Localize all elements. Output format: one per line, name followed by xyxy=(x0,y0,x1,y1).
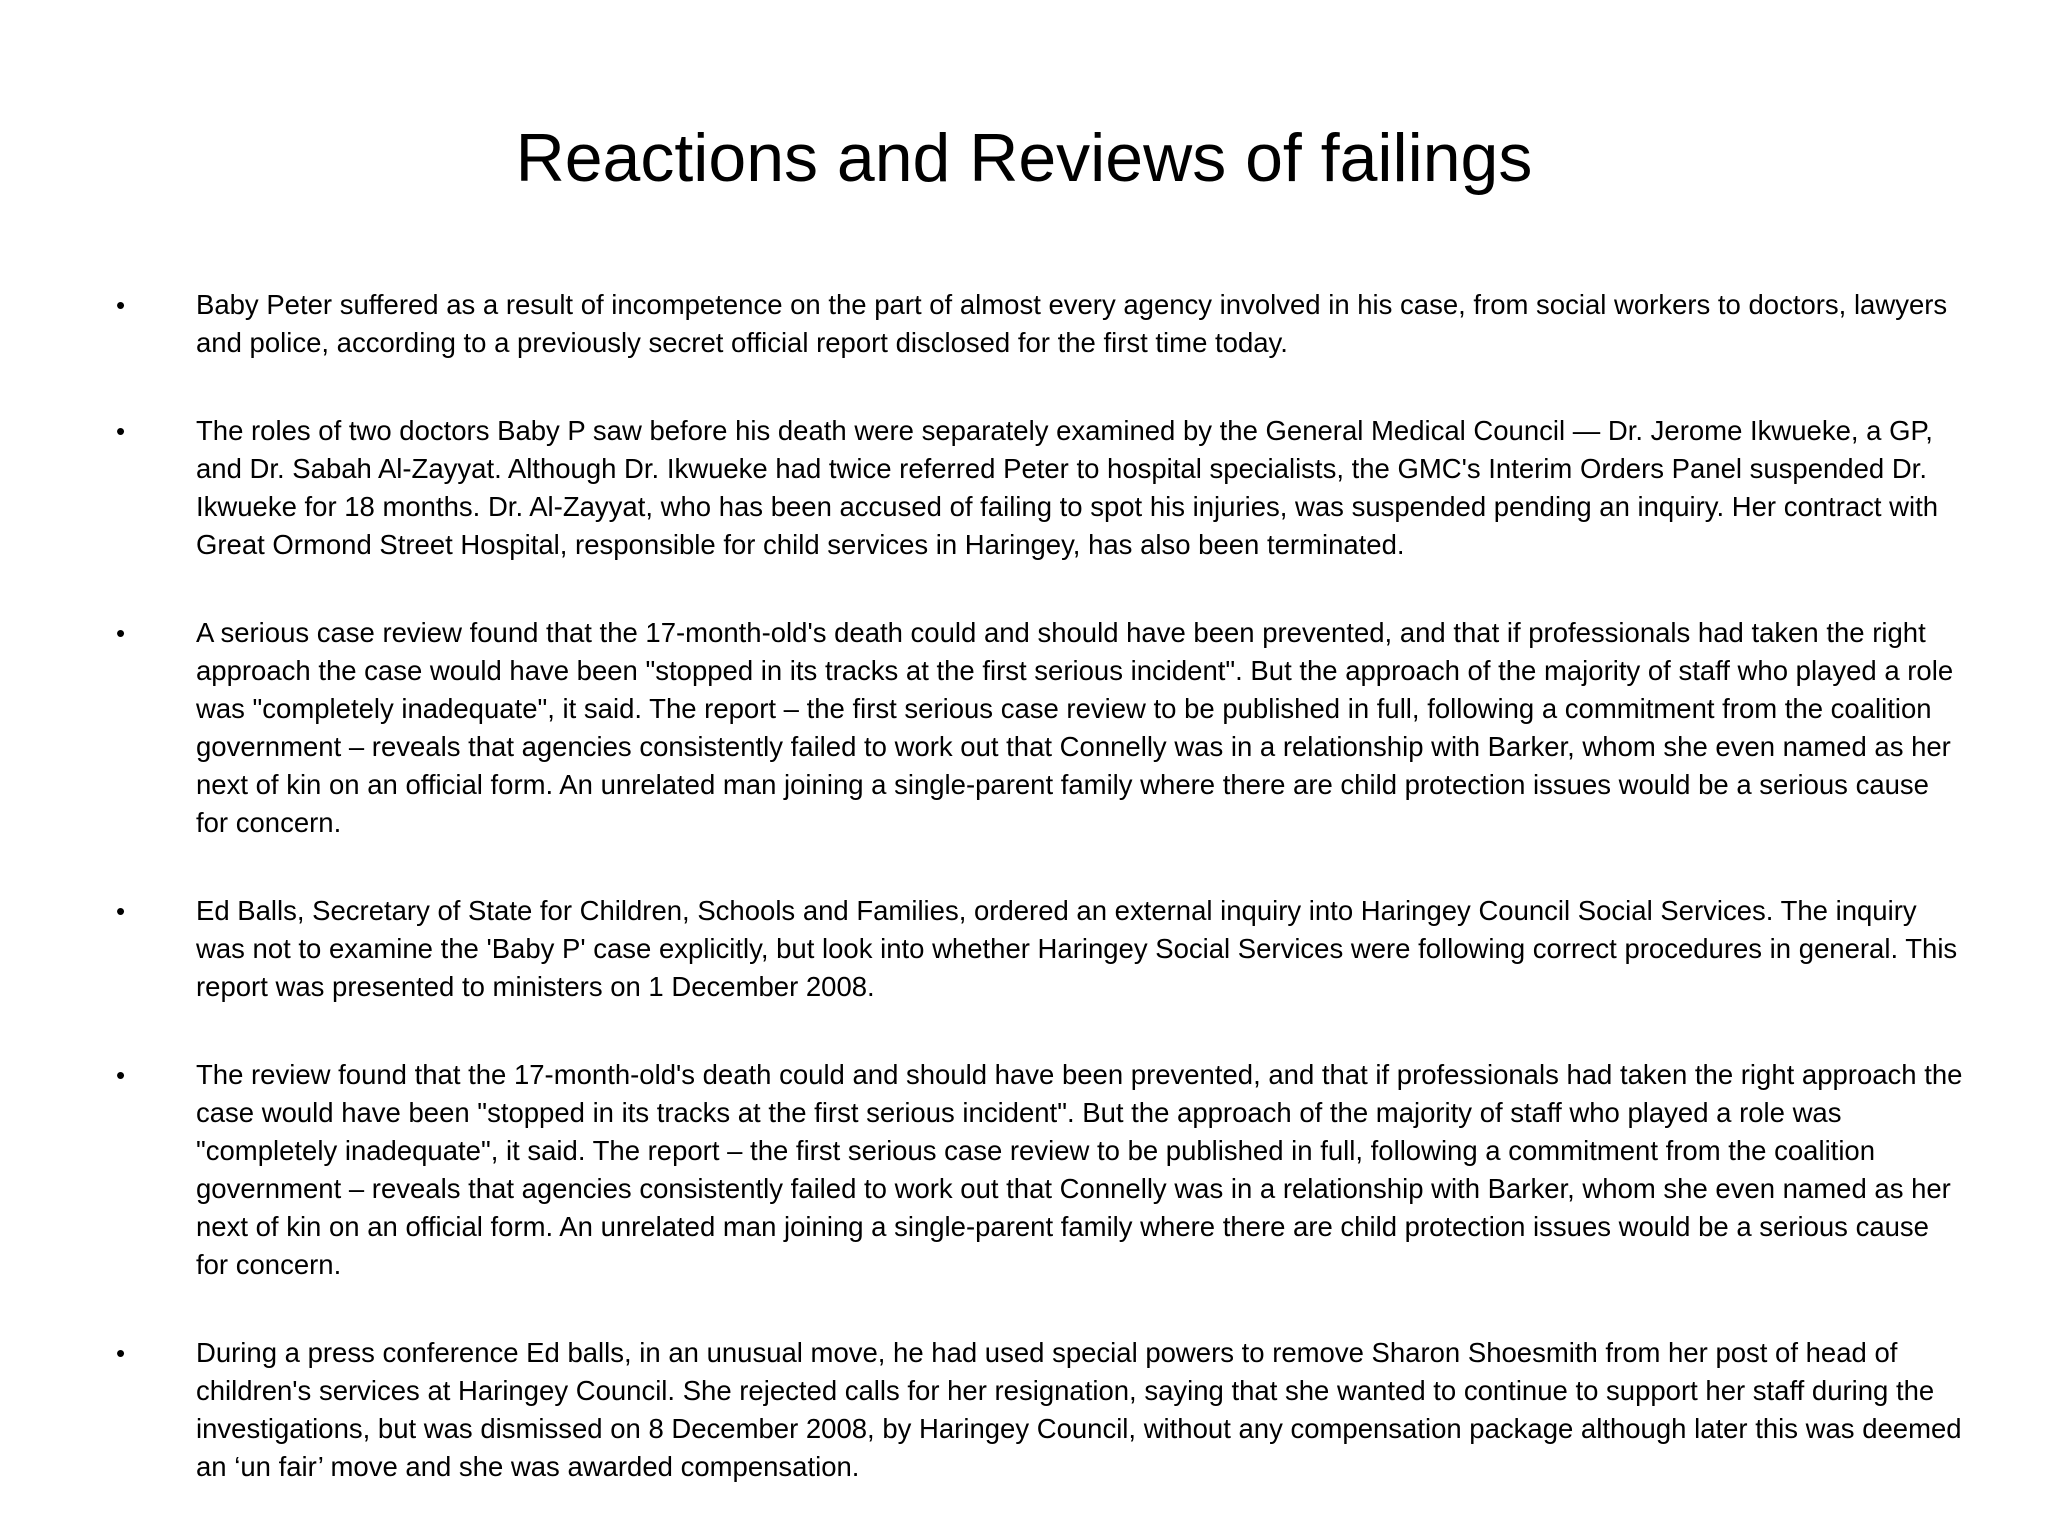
bullet-item xyxy=(108,1056,1968,1284)
bullet-text: Ed Balls, Secretary of State for Children, Schools and Families, ordered an external inquiry into Haringey Council Social Services. The inquiry was not to examine the 'Baby P' case explicitly, but look into whether Haringey Social Services were following correct procedures in general. This report was presented to ministers on 1 December 2008. xyxy=(196,895,1958,1002)
bullet-item xyxy=(108,614,1968,842)
bullet-icon: • xyxy=(116,896,126,926)
bullet-icon: • xyxy=(116,1060,126,1090)
bullet-text: During a press conference Ed balls, in an unusual move, he had used special powers to remove Sharon Shoesmith from her post of head of children's services at Haringey Council. She rejected calls for her resignation, saying that she wanted to continue to support her staff during the investigations, but was dismissed on 8 December 2008, by Haringey Council, without any compensation package although later this was deemed an ‘un fair’ move and she was awarded compensation. xyxy=(196,1337,1962,1482)
bullet-item xyxy=(108,1334,1968,1486)
bullet-item xyxy=(108,412,1968,564)
bullet-text: A serious case review found that the 17-month-old's death could and should have been prevented, and that if professionals had taken the right approach the case would have been "stopped in its tracks at the first serious incident". But the approach of the majority of staff who played a role was "completely inadequate", it said. The report – the first serious case review to be published in full, following a commitment from the coalition government – reveals that agencies consistently failed to work out that Connelly was in a relationship with Barker, whom she even named as her next of kin on an official form. An unrelated man joining a single-parent family where there are child protection issues would be a serious cause for concern. xyxy=(196,617,1954,838)
bullet-item xyxy=(108,892,1968,1006)
bullet-icon: • xyxy=(116,290,126,320)
bullet-list xyxy=(108,286,1968,1536)
bullet-text: Baby Peter suffered as a result of incompetence on the part of almost every agency involved in his case, from social workers to doctors, lawyers and police, according to a previously secret official report disclosed for the first time today. xyxy=(196,289,1948,358)
bullet-icon: • xyxy=(116,618,126,648)
bullet-item xyxy=(108,286,1968,362)
bullet-text: The roles of two doctors Baby P saw before his death were separately examined by the General Medical Council — Dr. Jerome Ikwueke, a GP, and Dr. Sabah Al-Zayyat. Although Dr. Ikwueke had twice referred Peter to hospital specialists, the GMC's Interim Orders Panel suspended Dr. Ikwueke for 18 months. Dr. Al-Zayyat, who has been accused of failing to spot his injuries, was suspended pending an inquiry. Her contract with Great Ormond Street Hospital, responsible for child services in Haringey, has also been terminated. xyxy=(196,415,1939,560)
bullet-icon: • xyxy=(116,1338,126,1368)
slide-title: Reactions and Reviews of failings xyxy=(515,120,1533,196)
bullet-icon: • xyxy=(116,416,126,446)
bullet-text: The review found that the 17-month-old's death could and should have been prevented, and that if professionals had taken the right approach the case would have been "stopped in its tracks at the first serious incident". But the approach of the majority of staff who played a role was "completely inadequate", it said. The report – the first serious case review to be published in full, following a commitment from the coalition government – reveals that agencies consistently failed to work out that Connelly was in a relationship with Barker, whom she even named as her next of kin on an official form. An unrelated man joining a single-parent family where there are child protection issues would be a serious cause for concern. xyxy=(196,1059,1963,1280)
